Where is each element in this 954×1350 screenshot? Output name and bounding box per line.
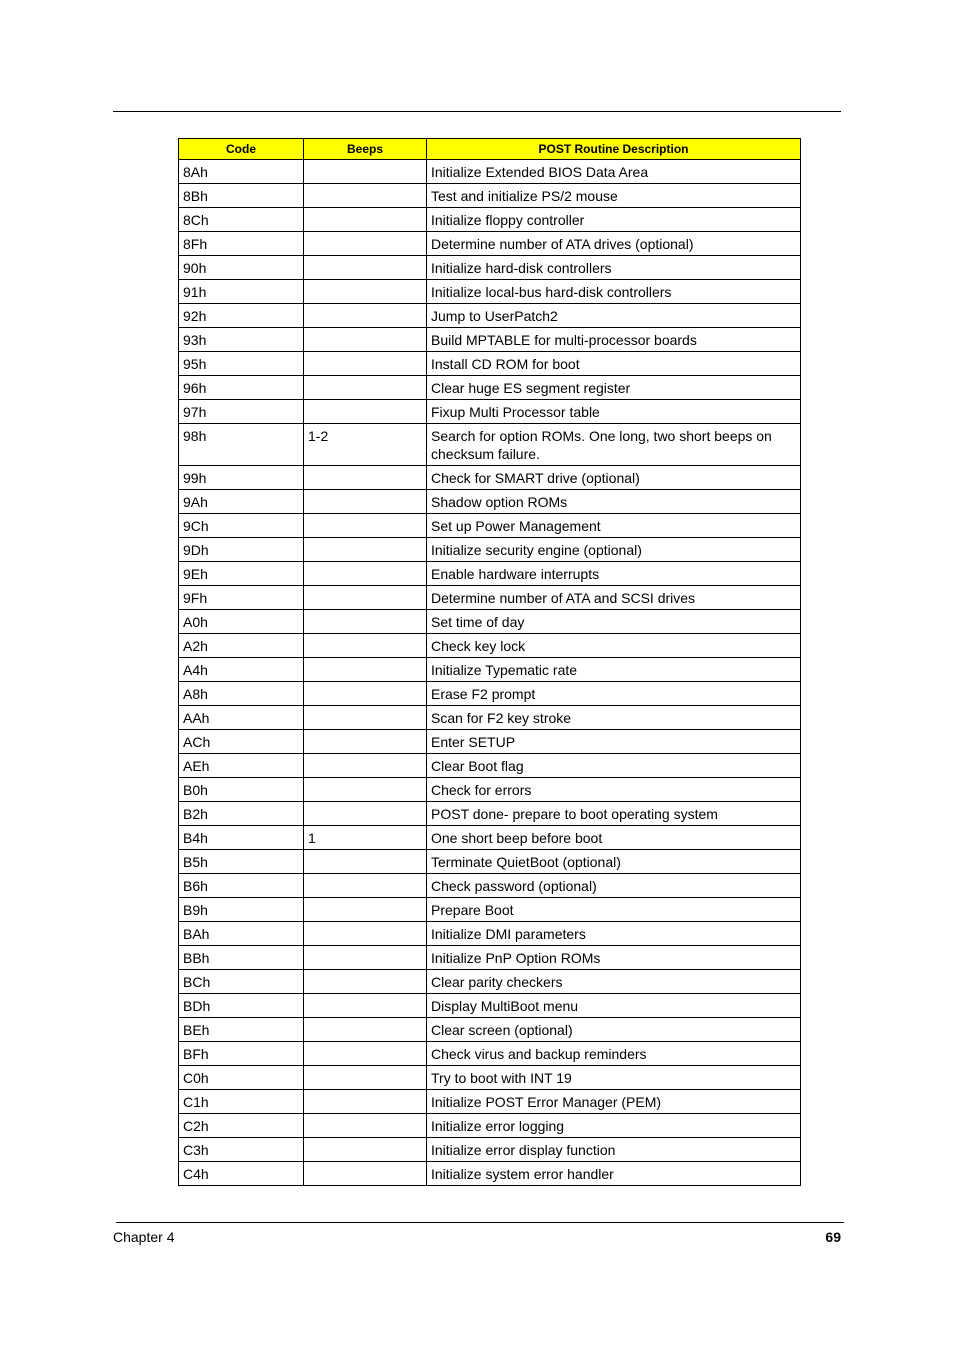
cell-description: Scan for F2 key stroke — [427, 706, 801, 730]
table-row — [179, 1018, 801, 1042]
cell-code: A8h — [179, 682, 304, 706]
cell-code: B2h — [179, 802, 304, 826]
cell-code: 9Dh — [179, 538, 304, 562]
cell-code: BCh — [179, 970, 304, 994]
cell-beeps: 1 — [304, 826, 427, 850]
cell-code: 9Fh — [179, 586, 304, 610]
table-row — [179, 586, 801, 610]
cell-description: Display MultiBoot menu — [427, 994, 801, 1018]
cell-code: AEh — [179, 754, 304, 778]
footer-page-number: 69 — [825, 1229, 841, 1245]
cell-beeps — [304, 490, 427, 514]
cell-beeps — [304, 1162, 427, 1186]
cell-description: Initialize security engine (optional) — [427, 538, 801, 562]
table-row — [179, 970, 801, 994]
cell-code: C0h — [179, 1066, 304, 1090]
cell-beeps — [304, 730, 427, 754]
table-row — [179, 994, 801, 1018]
table-row — [179, 514, 801, 538]
table-row — [179, 304, 801, 328]
table-row — [179, 610, 801, 634]
cell-description: Erase F2 prompt — [427, 682, 801, 706]
table-row — [179, 634, 801, 658]
cell-beeps — [304, 898, 427, 922]
footer-chapter: Chapter 4 — [113, 1229, 175, 1245]
cell-description: Clear screen (optional) — [427, 1018, 801, 1042]
table-body — [179, 160, 801, 1186]
table-row — [179, 562, 801, 586]
cell-beeps — [304, 634, 427, 658]
cell-description: Initialize local-bus hard-disk controllers — [427, 280, 801, 304]
table-row — [179, 946, 801, 970]
cell-description: Search for option ROMs. One long, two short beeps on checksum failure. — [427, 424, 801, 466]
table-row — [179, 208, 801, 232]
cell-code: 9Eh — [179, 562, 304, 586]
cell-code: B9h — [179, 898, 304, 922]
cell-description: Check key lock — [427, 634, 801, 658]
cell-code: A0h — [179, 610, 304, 634]
cell-code: C1h — [179, 1090, 304, 1114]
cell-description: Initialize error logging — [427, 1114, 801, 1138]
table-row — [179, 850, 801, 874]
cell-code: B5h — [179, 850, 304, 874]
table-row — [179, 802, 801, 826]
cell-code: C2h — [179, 1114, 304, 1138]
cell-beeps — [304, 280, 427, 304]
table-row — [179, 754, 801, 778]
cell-description: Install CD ROM for boot — [427, 352, 801, 376]
cell-beeps — [304, 1018, 427, 1042]
cell-code: 9Ch — [179, 514, 304, 538]
cell-beeps — [304, 610, 427, 634]
cell-description: Clear parity checkers — [427, 970, 801, 994]
cell-description: POST done- prepare to boot operating system — [427, 802, 801, 826]
cell-code: 90h — [179, 256, 304, 280]
cell-beeps — [304, 562, 427, 586]
cell-description: Set time of day — [427, 610, 801, 634]
cell-beeps — [304, 658, 427, 682]
cell-beeps — [304, 304, 427, 328]
table-row — [179, 730, 801, 754]
cell-description: Build MPTABLE for multi-processor boards — [427, 328, 801, 352]
cell-code: 93h — [179, 328, 304, 352]
cell-code: BEh — [179, 1018, 304, 1042]
cell-description: Initialize hard-disk controllers — [427, 256, 801, 280]
cell-code: 91h — [179, 280, 304, 304]
cell-code: 8Ah — [179, 160, 304, 184]
table-row — [179, 424, 801, 466]
cell-beeps — [304, 682, 427, 706]
cell-code: 8Bh — [179, 184, 304, 208]
cell-description: Check virus and backup reminders — [427, 1042, 801, 1066]
table-row — [179, 658, 801, 682]
cell-description: Determine number of ATA and SCSI drives — [427, 586, 801, 610]
cell-beeps — [304, 922, 427, 946]
table-row — [179, 160, 801, 184]
cell-code: 8Ch — [179, 208, 304, 232]
cell-beeps — [304, 586, 427, 610]
cell-beeps — [304, 778, 427, 802]
cell-beeps — [304, 1042, 427, 1066]
table-row — [179, 898, 801, 922]
table-row — [179, 1114, 801, 1138]
cell-beeps — [304, 802, 427, 826]
cell-description: Initialize POST Error Manager (PEM) — [427, 1090, 801, 1114]
cell-description: Initialize DMI parameters — [427, 922, 801, 946]
cell-beeps — [304, 850, 427, 874]
cell-beeps — [304, 208, 427, 232]
footer-rule — [116, 1222, 844, 1223]
cell-beeps — [304, 754, 427, 778]
table-row — [179, 184, 801, 208]
cell-beeps — [304, 328, 427, 352]
cell-code: C3h — [179, 1138, 304, 1162]
cell-description: One short beep before boot — [427, 826, 801, 850]
cell-code: 8Fh — [179, 232, 304, 256]
column-header-beeps: Beeps — [304, 139, 427, 160]
table-row — [179, 1090, 801, 1114]
cell-description: Enter SETUP — [427, 730, 801, 754]
cell-code: BDh — [179, 994, 304, 1018]
table-row — [179, 466, 801, 490]
cell-code: A4h — [179, 658, 304, 682]
table-row — [179, 1066, 801, 1090]
cell-beeps — [304, 376, 427, 400]
column-header-code: Code — [179, 139, 304, 160]
cell-code: C4h — [179, 1162, 304, 1186]
cell-description: Initialize floppy controller — [427, 208, 801, 232]
cell-description: Jump to UserPatch2 — [427, 304, 801, 328]
table-row — [179, 874, 801, 898]
table-row — [179, 706, 801, 730]
cell-beeps — [304, 1114, 427, 1138]
cell-code: 95h — [179, 352, 304, 376]
cell-beeps — [304, 1090, 427, 1114]
table-row — [179, 232, 801, 256]
cell-code: A2h — [179, 634, 304, 658]
cell-code: BFh — [179, 1042, 304, 1066]
cell-beeps — [304, 400, 427, 424]
cell-code: AAh — [179, 706, 304, 730]
cell-beeps — [304, 160, 427, 184]
cell-beeps — [304, 706, 427, 730]
cell-description: Clear huge ES segment register — [427, 376, 801, 400]
table-row — [179, 922, 801, 946]
table-row — [179, 376, 801, 400]
table-row — [179, 682, 801, 706]
cell-description: Terminate QuietBoot (optional) — [427, 850, 801, 874]
table-row — [179, 1138, 801, 1162]
cell-description: Determine number of ATA drives (optional) — [427, 232, 801, 256]
cell-description: Check for errors — [427, 778, 801, 802]
table-row — [179, 538, 801, 562]
cell-beeps — [304, 514, 427, 538]
cell-beeps — [304, 538, 427, 562]
cell-beeps — [304, 184, 427, 208]
cell-code: 97h — [179, 400, 304, 424]
table-row — [179, 256, 801, 280]
header-rule — [113, 111, 841, 112]
cell-description: Initialize Extended BIOS Data Area — [427, 160, 801, 184]
cell-description: Initialize system error handler — [427, 1162, 801, 1186]
cell-beeps — [304, 232, 427, 256]
table-header-row — [179, 139, 801, 160]
cell-description: Initialize error display function — [427, 1138, 801, 1162]
cell-beeps — [304, 466, 427, 490]
cell-description: Initialize PnP Option ROMs — [427, 946, 801, 970]
cell-description: Try to boot with INT 19 — [427, 1066, 801, 1090]
cell-description: Shadow option ROMs — [427, 490, 801, 514]
cell-code: 99h — [179, 466, 304, 490]
cell-description: Check for SMART drive (optional) — [427, 466, 801, 490]
cell-beeps — [304, 352, 427, 376]
cell-code: 9Ah — [179, 490, 304, 514]
table-row — [179, 400, 801, 424]
cell-beeps: 1-2 — [304, 424, 427, 466]
cell-beeps — [304, 946, 427, 970]
post-code-table — [178, 138, 801, 1186]
cell-description: Fixup Multi Processor table — [427, 400, 801, 424]
cell-description: Prepare Boot — [427, 898, 801, 922]
cell-beeps — [304, 1138, 427, 1162]
table-row — [179, 328, 801, 352]
cell-beeps — [304, 994, 427, 1018]
cell-code: 92h — [179, 304, 304, 328]
cell-beeps — [304, 256, 427, 280]
table-row — [179, 778, 801, 802]
cell-code: B4h — [179, 826, 304, 850]
table-row — [179, 1042, 801, 1066]
cell-code: BBh — [179, 946, 304, 970]
table-row — [179, 490, 801, 514]
cell-code: BAh — [179, 922, 304, 946]
column-header-description: POST Routine Description — [427, 139, 801, 160]
cell-code: 96h — [179, 376, 304, 400]
cell-beeps — [304, 970, 427, 994]
cell-description: Initialize Typematic rate — [427, 658, 801, 682]
cell-beeps — [304, 1066, 427, 1090]
table-row — [179, 352, 801, 376]
cell-beeps — [304, 874, 427, 898]
cell-description: Check password (optional) — [427, 874, 801, 898]
table-row — [179, 826, 801, 850]
table-row — [179, 1162, 801, 1186]
cell-code: B0h — [179, 778, 304, 802]
cell-code: ACh — [179, 730, 304, 754]
cell-description: Clear Boot flag — [427, 754, 801, 778]
cell-description: Test and initialize PS/2 mouse — [427, 184, 801, 208]
cell-description: Set up Power Management — [427, 514, 801, 538]
cell-description: Enable hardware interrupts — [427, 562, 801, 586]
table-row — [179, 280, 801, 304]
cell-code: 98h — [179, 424, 304, 466]
cell-code: B6h — [179, 874, 304, 898]
